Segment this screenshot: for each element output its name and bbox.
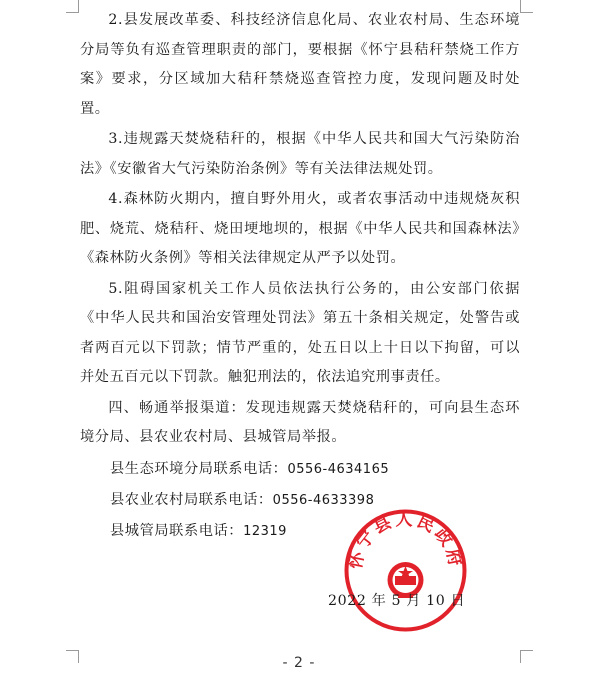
contact-label: 县城管局联系电话： bbox=[110, 522, 244, 539]
crop-mark-top-right bbox=[520, 0, 533, 13]
contact-label: 县生态环境分局联系电话： bbox=[110, 460, 288, 477]
paragraph-item-3: 3.违规露天焚烧秸秆的，根据《中华人民共和国大气污染防治法》《安徽省大气污染防治条例》等有关法律法规处罚。 bbox=[80, 131, 520, 177]
page-number: - 2 - bbox=[282, 655, 316, 671]
paragraph-item-4: 4.森林防火期内，擅自野外用火，或者农事活动中违规烧灰积肥、烧荒、烧秸秆、烧田埂地坝的，根据《中华人民共和国森林法》《森林防火条例》等相关法律规定从严予以处罚。 bbox=[80, 191, 520, 266]
contact-line-ecology bbox=[80, 454, 520, 485]
document-date: 2022 年 5 月 10 日 bbox=[328, 593, 466, 609]
seal-text: 怀宁县人民政府 bbox=[345, 509, 466, 571]
contact-phone: 0556-4633398 bbox=[272, 492, 375, 508]
contact-phone: 12319 bbox=[243, 523, 287, 539]
crop-mark-top-left bbox=[66, 0, 79, 13]
paragraph-item-5: 5.阻碍国家机关工作人员依法执行公务的，由公安部门依据《中华人民共和国治安管理处罚法》第五十条相关规定，处警告或者两百元以下罚款；情节严重的，处五日以上十日以下拘留，可以并处五百元以下罚款。触犯刑法的，依法追究刑事责任。 bbox=[80, 280, 520, 385]
paragraph-section-four: 四、畅通举报渠道：发现违规露天焚烧秸秆的，可向县生态环境分局、县农业农村局、县城管局举报。 bbox=[80, 399, 520, 445]
official-seal bbox=[343, 508, 468, 633]
document-body bbox=[80, 6, 520, 547]
paragraph-item-2: 2.县发展改革委、科技经济信息化局、农业农村局、生态环境分局等负有巡查管理职责的部门，要根据《怀宁县秸秆禁烧工作方案》要求，分区域加大秸秆禁烧巡查管控力度，发现问题及时处置。 bbox=[80, 12, 520, 117]
contact-phone: 0556-4634165 bbox=[287, 461, 390, 477]
contact-label: 县农业农村局联系电话： bbox=[110, 491, 273, 508]
